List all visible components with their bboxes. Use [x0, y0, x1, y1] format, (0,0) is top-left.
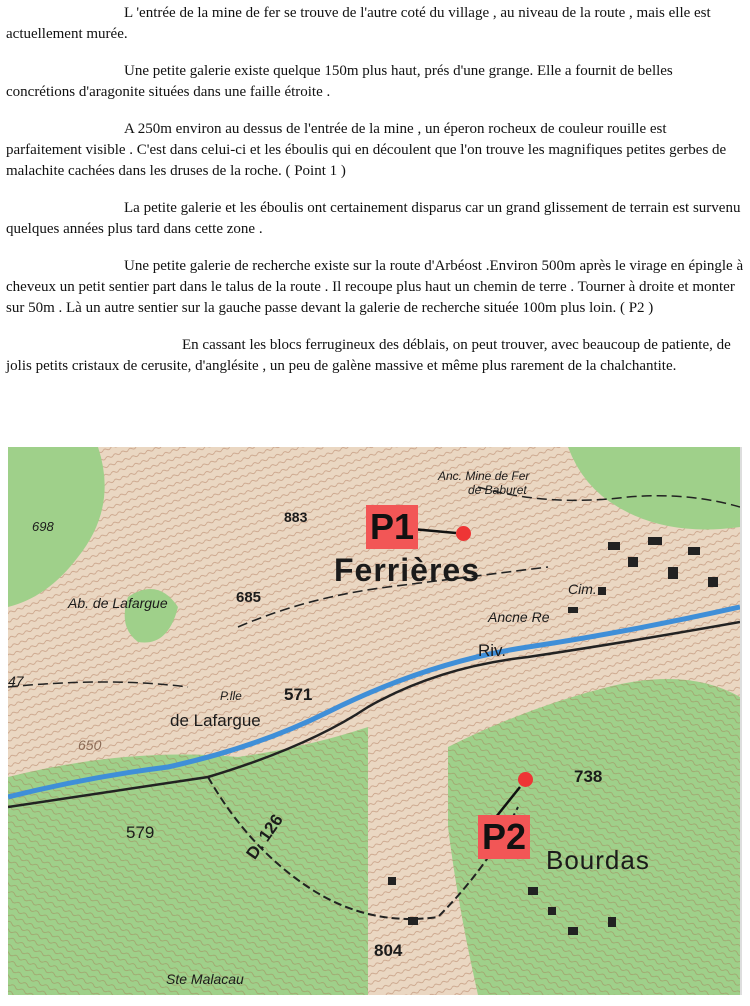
label-ancre: Ancne Re — [488, 609, 550, 625]
marker-p1-dot — [456, 526, 471, 541]
label-elev-571: 571 — [284, 685, 313, 704]
marker-p2-label: P2 — [478, 815, 530, 859]
label-de-lafargue: de Lafargue — [170, 711, 261, 730]
paragraph-crystals: En cassant les blocs ferrugineux des déblais, on peut trouver, avec beaucoup de patiente, de jolis petits cristaux de cerusite, d'anglésite , un peu de galène massive et même plus rarement de la chalchantite. — [6, 337, 731, 374]
label-plle: P.lle — [220, 689, 242, 703]
label-cim: Cim. — [568, 581, 597, 597]
label-elev-804: 804 — [374, 941, 403, 960]
label-elev-685: 685 — [236, 589, 262, 606]
paragraph-point-2: Une petite galerie de recherche existe sur la route d'Arbéost .Environ 500m après le virage en épingle à cheveux un petit sentier part dans le talus de la route . Il recoupe plus haut un chemin de terre . Tourner à droite et monter sur 50m . Là un autre sentier sur la gauche passe devant la galerie de recherche située 100m plus loin. ( P2 ) — [6, 258, 744, 316]
label-malacau: Ste Malacau — [166, 971, 244, 987]
paragraph-small-gallery: Une petite galerie existe quelque 150m plus haut, prés d'une grange. Elle a fournit de belles concrétions d'aragonite situées dans une faille étroite . — [6, 63, 673, 100]
document-text — [6, 0, 744, 377]
label-elev-650: 650 — [78, 737, 102, 753]
marker-p2-dot — [518, 772, 533, 787]
label-elev-47: 47 — [8, 673, 24, 689]
paragraph-mine-entrance: L 'entrée de la mine de fer se trouve de l'autre coté du village , au niveau de la route , mais elle est actuellement murée. — [6, 5, 711, 42]
label-ferrieres: Ferrières — [334, 552, 480, 588]
label-abri-lafargue: Ab. de Lafargue — [68, 595, 168, 611]
label-elev-883: 883 — [284, 509, 308, 525]
label-mine: Anc. Mine de Fer — [438, 469, 530, 483]
label-elev-698: 698 — [32, 519, 54, 534]
paragraph-point-1: A 250m environ au dessus de l'entrée de la mine , un éperon rocheux de couleur rouille est parfaitement visible . C'est dans celui-ci et les éboulis qui en découlent que l'on trouve les magnifiques petites gerbes de malachite cachées dans les druses de la roche. ( Point 1 ) — [6, 121, 727, 179]
label-road-d126: D. 126 — [242, 810, 287, 863]
label-riv: Riv. — [478, 641, 507, 660]
label-bourdas: Bourdas — [546, 845, 650, 875]
topographic-map — [8, 447, 742, 995]
paragraph-landslide: La petite galerie et les éboulis ont certainement disparus car un grand glissement de terrain est survenu quelques années plus tard dans cette zone . — [6, 200, 741, 237]
label-elev-579: 579 — [126, 823, 155, 842]
label-baburet: de Baburet — [468, 483, 527, 497]
marker-p1-label: P1 — [366, 505, 418, 549]
label-elev-738: 738 — [574, 767, 603, 786]
